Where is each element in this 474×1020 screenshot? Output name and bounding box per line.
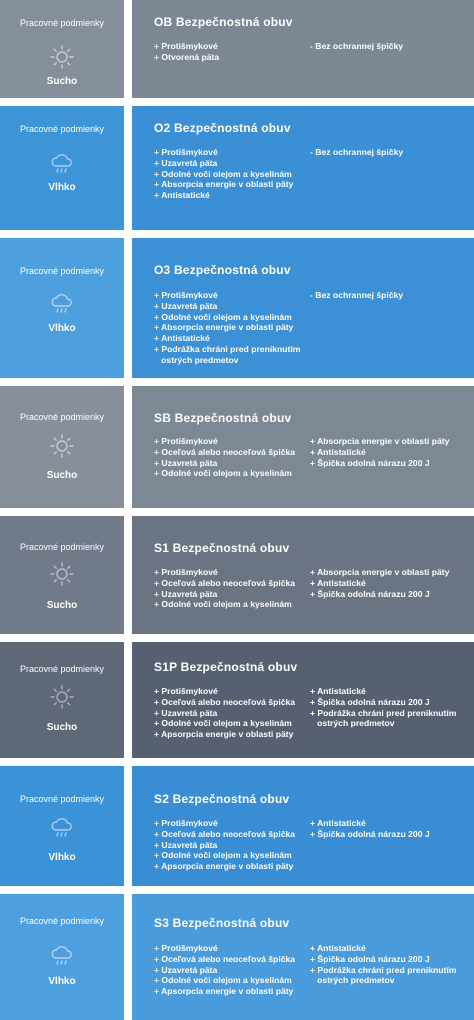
cloud-rain-icon	[49, 150, 75, 176]
feature-list-right	[310, 436, 470, 468]
condition-panel	[0, 0, 124, 98]
shoe-row-s1	[0, 516, 474, 634]
shoe-title: S2 Bezpečnostná obuv	[154, 792, 290, 806]
feature-item: + Absorpcia energie v oblasti päty	[310, 567, 450, 577]
feature-item: + Špička odolná nárazu 200 J	[310, 828, 430, 839]
cloud-rain-icon	[49, 814, 75, 840]
feature-item: + Oceľová alebo neoceľová špička	[154, 446, 296, 457]
feature-item: ostrých predmetov	[310, 975, 395, 986]
shoe-info-panel	[132, 516, 474, 634]
feature-item: + Špička odolná nárazu 200 J	[310, 588, 430, 599]
shoe-info-panel	[132, 386, 474, 508]
condition-name: Vlhko	[48, 976, 76, 987]
feature-item: + Protišmykové	[154, 686, 218, 696]
shoe-title: SB Bezpečnostná obuv	[154, 411, 292, 425]
feature-item: + Protišmykové	[154, 290, 218, 300]
feature-item: + Antistatické	[154, 333, 210, 344]
shoe-row-o3	[0, 238, 474, 378]
feature-item: + Podrážka chráni pred preniknutím	[154, 343, 301, 354]
shoe-title: S3 Bezpečnostná obuv	[154, 916, 290, 930]
feature-item: + Oceľová alebo neoceľová špička	[154, 828, 296, 839]
condition-panel	[0, 106, 124, 230]
feature-list-right	[310, 41, 470, 52]
feature-item: + Špička odolná nárazu 200 J	[310, 953, 430, 964]
condition-label: Pracovné podmienky	[19, 18, 105, 28]
feature-list-right	[310, 943, 470, 986]
shoe-title: S1 Bezpečnostná obuv	[154, 541, 290, 555]
feature-item: + Protišmykové	[154, 943, 218, 953]
feature-item: + Apsorpcia energie v oblasti päty	[154, 861, 294, 872]
feature-item: + Špička odolná nárazu 200 J	[310, 696, 430, 707]
feature-list-right	[310, 290, 470, 301]
feature-item: + Podrážka chráni pred preniknutím	[310, 707, 457, 718]
feature-item: + Uzavretá päta	[154, 588, 218, 599]
feature-item: + Podrážka chráni pred preniknutím	[310, 964, 457, 975]
feature-item: + Uzavretá päta	[154, 964, 218, 975]
condition-label: Pracovné podmienky	[19, 916, 105, 926]
feature-item: + Antistatické	[310, 446, 366, 457]
condition-panel	[0, 516, 124, 634]
feature-list-left	[154, 41, 310, 63]
feature-item: + Uzavretá päta	[154, 457, 218, 468]
feature-item: - Bez ochrannej špičky	[310, 41, 404, 51]
feature-item: + Uzavretá päta	[154, 707, 218, 718]
shoe-row-ob	[0, 0, 474, 98]
shoe-row-o2	[0, 106, 474, 230]
feature-list-right	[310, 567, 470, 599]
feature-item: + Odolné voči olejom a kyselinám	[154, 599, 292, 610]
condition-label: Pracovné podmienky	[19, 266, 105, 276]
feature-item: + Uzavretá päta	[154, 300, 218, 311]
feature-item: + Odolné voči olejom a kyselinám	[154, 975, 292, 986]
feature-item: - Bez ochrannej špičky	[310, 290, 404, 300]
shoe-row-s2	[0, 766, 474, 886]
condition-label: Pracovné podmienky	[19, 664, 105, 674]
feature-item: + Antistatické	[154, 190, 210, 201]
condition-name: Sucho	[46, 600, 78, 611]
feature-item: + Apsorpcia energie v oblasti päty	[154, 986, 294, 997]
feature-item: - Bez ochrannej špičky	[310, 147, 404, 157]
condition-label: Pracovné podmienky	[19, 412, 105, 422]
feature-list-left	[154, 567, 310, 610]
cloud-rain-icon	[49, 290, 75, 316]
condition-panel	[0, 642, 124, 758]
feature-item: + Absorpcia energie v oblasti päty	[154, 179, 294, 190]
sun-icon	[49, 433, 75, 459]
shoe-row-s1p	[0, 642, 474, 758]
feature-item: + Absorpcia energie v oblasti päty	[154, 322, 294, 333]
feature-item: + Antistatické	[310, 577, 366, 588]
sun-icon	[49, 684, 75, 710]
feature-item: + Špička odolná nárazu 200 J	[310, 457, 430, 468]
shoe-title: OB Bezpečnostná obuv	[154, 15, 293, 29]
condition-panel	[0, 238, 124, 378]
feature-item: + Odolné voči olejom a kyselinám	[154, 168, 292, 179]
feature-list-left	[154, 818, 310, 872]
shoe-info-panel	[132, 0, 474, 98]
feature-item: + Uzavretá päta	[154, 839, 218, 850]
shoe-row-s3	[0, 894, 474, 1020]
feature-item: + Odolné voči olejom a kyselinám	[154, 468, 292, 479]
shoe-title: O2 Bezpečnostná obuv	[154, 121, 291, 135]
condition-label: Pracovné podmienky	[19, 124, 105, 134]
feature-list-left	[154, 943, 310, 997]
feature-item: + Uzavretá päta	[154, 157, 218, 168]
feature-item: + Antistatické	[310, 686, 366, 696]
sun-icon	[49, 561, 75, 587]
condition-label: Pracovné podmienky	[19, 794, 105, 804]
feature-item: + Protišmykové	[154, 567, 218, 577]
feature-list-right	[310, 147, 470, 158]
feature-list-left	[154, 436, 310, 479]
feature-item: + Antistatické	[310, 818, 366, 828]
feature-item: + Protišmykové	[154, 147, 218, 157]
condition-name: Sucho	[46, 722, 78, 733]
feature-item: + Oceľová alebo neoceľová špička	[154, 953, 296, 964]
condition-panel	[0, 894, 124, 1020]
shoe-info-panel	[132, 642, 474, 758]
shoe-title: O3 Bezpečnostná obuv	[154, 263, 291, 277]
feature-item: + Protišmykové	[154, 818, 218, 828]
feature-item: ostrých predmetov	[154, 354, 239, 365]
cloud-rain-icon	[49, 942, 75, 968]
shoe-title: S1P Bezpečnostná obuv	[154, 660, 298, 674]
feature-item: ostrých predmetov	[310, 718, 395, 729]
feature-item: + Odolné voči olejom a kyselinám	[154, 850, 292, 861]
condition-name: Vlhko	[48, 852, 76, 863]
shoe-info-panel	[132, 106, 474, 230]
feature-list-left	[154, 147, 310, 201]
feature-item: + Odolné voči olejom a kyselinám	[154, 718, 292, 729]
feature-list-left	[154, 686, 310, 740]
feature-item: + Protišmykové	[154, 436, 218, 446]
condition-name: Sucho	[46, 76, 78, 87]
shoe-row-sb	[0, 386, 474, 508]
feature-item: + Oceľová alebo neoceľová špička	[154, 577, 296, 588]
feature-item: + Protišmykové	[154, 41, 218, 51]
condition-name: Vlhko	[48, 323, 76, 334]
feature-item: + Odolné voči olejom a kyselinám	[154, 311, 292, 322]
shoe-info-panel	[132, 238, 474, 378]
sun-icon	[49, 44, 75, 70]
feature-list-right	[310, 818, 470, 840]
condition-panel	[0, 386, 124, 508]
feature-item: + Absorpcia energie v oblasti päty	[310, 436, 450, 446]
condition-name: Vlhko	[48, 182, 76, 193]
feature-list-left	[154, 290, 310, 366]
shoe-info-panel	[132, 894, 474, 1020]
feature-item: + Otvorená päta	[154, 51, 220, 62]
condition-label: Pracovné podmienky	[19, 542, 105, 552]
shoe-info-panel	[132, 766, 474, 886]
feature-list-right	[310, 686, 470, 729]
feature-item: + Oceľová alebo neoceľová špička	[154, 696, 296, 707]
condition-panel	[0, 766, 124, 886]
feature-item: + Apsorpcia energie v oblasti päty	[154, 729, 294, 740]
condition-name: Sucho	[46, 470, 78, 481]
feature-item: + Antistatické	[310, 943, 366, 953]
